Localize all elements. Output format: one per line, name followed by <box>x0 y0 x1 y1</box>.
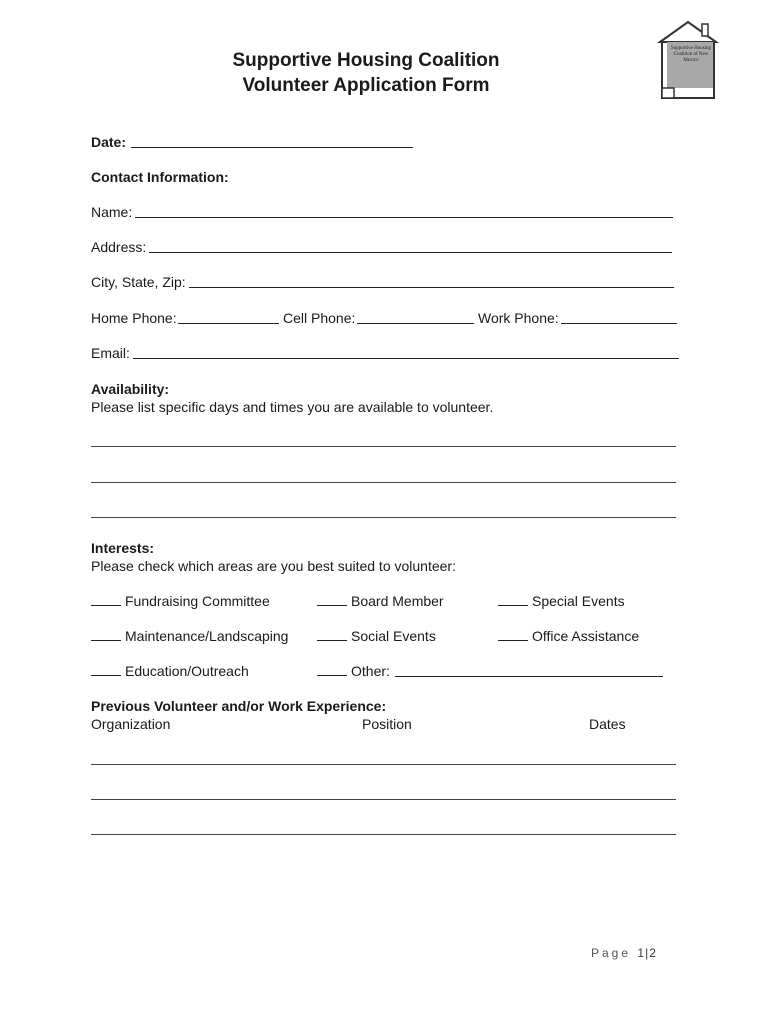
interest-checkbox-board[interactable] <box>317 593 347 606</box>
home-phone-label: Home Phone: <box>91 310 177 326</box>
column-dates: Dates <box>589 716 626 732</box>
interest-label: Other: <box>351 663 390 679</box>
work-phone-field[interactable] <box>561 323 677 324</box>
page-separator: | <box>645 946 650 960</box>
interest-option[interactable] <box>498 592 625 610</box>
interest-label: Fundraising Committee <box>125 593 270 609</box>
logo-text: Supportive Housing Coalition of New Mexico <box>670 46 712 63</box>
interest-option[interactable] <box>317 662 390 680</box>
interest-checkbox-maintenance[interactable] <box>91 628 121 641</box>
interests-instruction: Please check which areas are you best suited to volunteer: <box>91 558 456 574</box>
address-label: Address: <box>91 239 147 255</box>
date-field[interactable] <box>131 147 413 148</box>
interest-checkbox-other[interactable] <box>317 663 347 676</box>
interest-checkbox-fundraising[interactable] <box>91 593 121 606</box>
interest-option[interactable] <box>91 627 288 645</box>
page-total: 2 <box>649 946 657 960</box>
interest-option[interactable] <box>91 662 249 680</box>
page-number <box>591 946 657 960</box>
page-current: 1 <box>637 946 646 960</box>
interest-label: Maintenance/Landscaping <box>125 628 289 644</box>
cell-phone-label: Cell Phone: <box>283 310 356 326</box>
interest-checkbox-education[interactable] <box>91 663 121 676</box>
interest-option[interactable] <box>317 592 444 610</box>
interest-label: Office Assistance <box>532 628 640 644</box>
interest-label: Board Member <box>351 593 444 609</box>
availability-heading: Availability: <box>91 381 170 397</box>
interest-option[interactable] <box>91 592 270 610</box>
work-phone-label: Work Phone: <box>478 310 559 326</box>
interest-option[interactable] <box>498 627 639 645</box>
name-label: Name: <box>91 204 133 220</box>
interest-checkbox-office[interactable] <box>498 628 528 641</box>
interest-label: Education/Outreach <box>125 663 249 679</box>
availability-line[interactable] <box>91 517 676 518</box>
interest-label: Special Events <box>532 593 625 609</box>
availability-line[interactable] <box>91 482 676 483</box>
interest-checkbox-special-events[interactable] <box>498 593 528 606</box>
city-state-zip-field[interactable] <box>189 287 674 288</box>
form-title-line1: Supportive Housing Coalition <box>232 50 500 71</box>
interest-checkbox-social-events[interactable] <box>317 628 347 641</box>
page-word: Page <box>591 946 632 960</box>
name-field[interactable] <box>135 217 673 218</box>
interest-option[interactable] <box>317 627 436 645</box>
experience-heading: Previous Volunteer and/or Work Experience: <box>91 698 387 714</box>
address-field[interactable] <box>149 252 672 253</box>
date-label: Date: <box>91 134 127 150</box>
experience-line[interactable] <box>91 834 676 835</box>
availability-line[interactable] <box>91 446 676 447</box>
contact-heading: Contact Information: <box>91 169 229 185</box>
experience-line[interactable] <box>91 799 676 800</box>
city-state-zip-label: City, State, Zip: <box>91 274 186 290</box>
availability-instruction: Please list specific days and times you are available to volunteer. <box>91 399 494 415</box>
interest-label: Social Events <box>351 628 436 644</box>
column-position: Position <box>362 716 412 732</box>
email-field[interactable] <box>133 358 679 359</box>
experience-line[interactable] <box>91 764 676 765</box>
interests-heading: Interests: <box>91 540 155 556</box>
email-label: Email: <box>91 345 130 361</box>
form-title-line2: Volunteer Application Form <box>242 75 490 96</box>
other-interest-field[interactable] <box>395 676 663 677</box>
home-phone-field[interactable] <box>178 323 279 324</box>
column-organization: Organization <box>91 716 171 732</box>
cell-phone-field[interactable] <box>357 323 474 324</box>
